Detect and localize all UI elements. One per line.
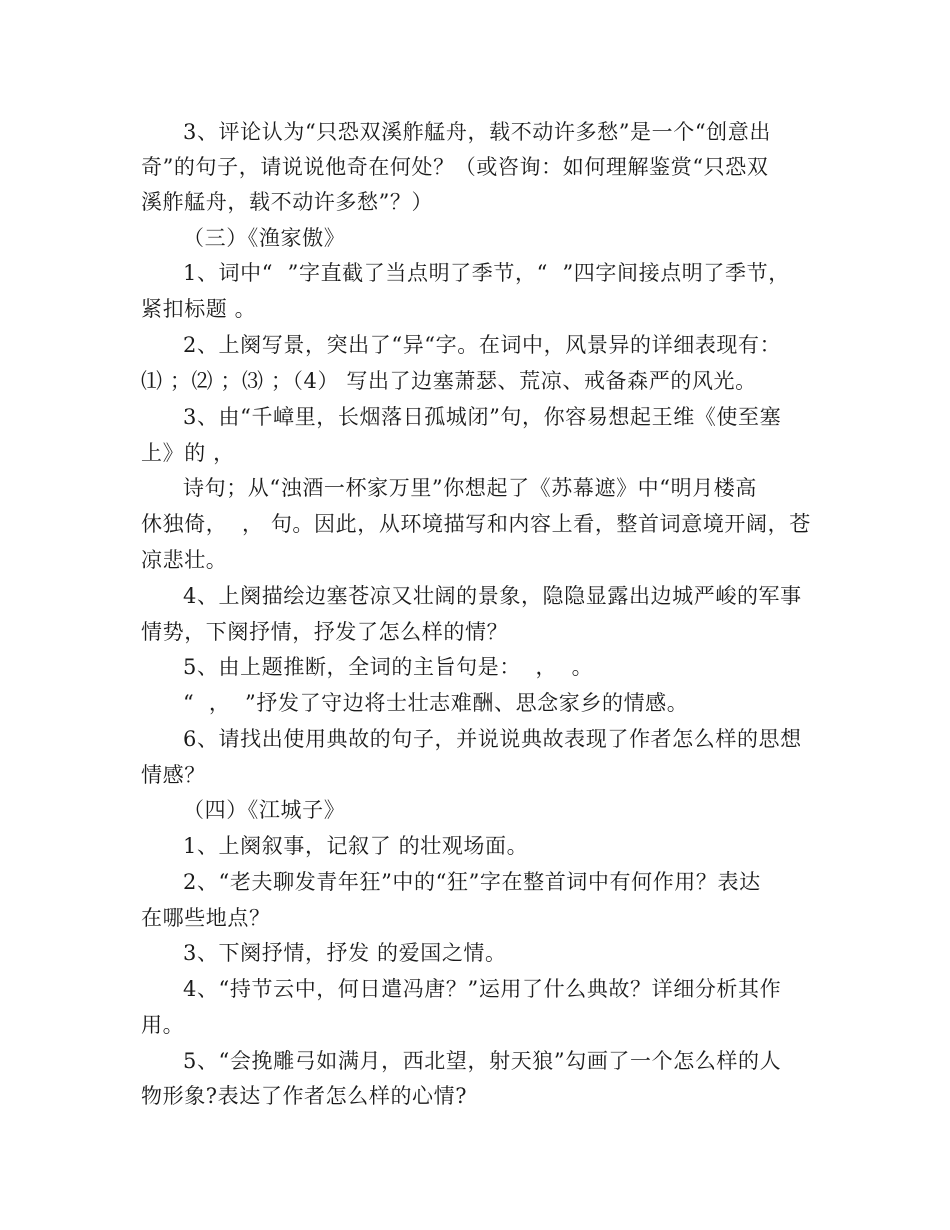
text-line: 3、下阕抒情，抒发 的爱国之情。 xyxy=(183,941,507,965)
text-line: 6、请找出使用典故的句子，并说说典故表现了作者怎么样的思想 xyxy=(183,727,802,751)
text-line: 诗句；从“浊酒一杯家万里”你想起了《苏幕遮》中“明月楼高 xyxy=(183,476,758,500)
text-line: 5、“会挽雕弓如满月，西北望，射天狼”勾画了一个怎么样的人 xyxy=(183,1049,782,1073)
text-line: 凉悲壮。 xyxy=(141,548,228,572)
text-line: 5、由上题推断，全词的主旨句是： ， 。 xyxy=(183,655,594,679)
text-line: 上》的 ， xyxy=(141,441,235,465)
text-line: “ ， ”抒发了守边将士壮志难酬、思念家乡的情感。 xyxy=(183,691,689,715)
text-line: 2、“老夫聊发青年狂”中的“狂”字在整首词中有何作用？表达 xyxy=(183,870,761,894)
section-heading: （四）《江城子》 xyxy=(183,798,346,822)
text-line: ⑴ ；⑵ ；⑶ ；（4） 写出了边塞萧瑟、荒凉、戒备森严的风光。 xyxy=(141,369,757,393)
text-line: 4、“持节云中，何日遣冯唐？”运用了什么典故？详细分析其作 xyxy=(183,977,782,1001)
text-line: 物形象?表达了作者怎么样的心情? xyxy=(141,1084,468,1108)
text-line: 在哪些地点？ xyxy=(141,906,271,930)
text-line: 4、上阕描绘边塞苍凉又壮阔的景象，隐隐显露出边城严峻的军事 xyxy=(183,584,802,608)
text-line: 1、词中“ ”字直截了当点明了季节，“ ”四字间接点明了季节， xyxy=(183,261,790,285)
text-line: 3、由“千嶂里，长烟落日孤城闭”句，你容易想起王维《使至塞 xyxy=(183,405,782,429)
text-line: 用。 xyxy=(141,1013,185,1037)
text-line: 紧扣标题 。 xyxy=(141,297,257,321)
text-line: 情势，下阕抒情，抒发了怎么样的情？ xyxy=(141,620,509,644)
text-line: 休独倚， ， 句。因此，从环境描写和内容上看，整首词意境开阔，苍 xyxy=(141,512,811,536)
text-line: 3、评论认为“只恐双溪舴艋舟，载不动许多愁”是一个“创意出 xyxy=(183,120,771,144)
text-line: 1、上阕叙事，记叙了 的壮观场面。 xyxy=(183,834,529,858)
text-line: 溪舴艋舟，载不动许多愁”？） xyxy=(141,190,434,214)
text-line: 2、上阕写景，突出了“异“字。在词中，风景异的详细表现有： xyxy=(183,333,782,357)
section-heading: （三）《渔家傲》 xyxy=(183,226,346,250)
text-line: 奇”的句子，请说说他奇在何处？（或咨询：如何理解鉴赏“只恐双 xyxy=(141,155,769,179)
text-line: 情感？ xyxy=(141,763,206,787)
